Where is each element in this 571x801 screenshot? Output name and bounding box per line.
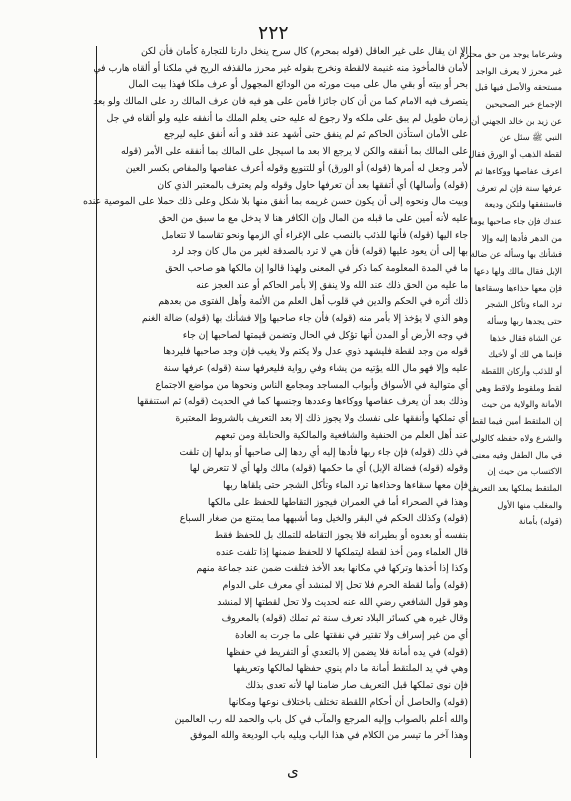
- main-text-line: بها إلى أن يعود عليها (قوله) فأن هي لا ترد بالصدقة لغير من مال كان وجد لرد: [171, 246, 468, 258]
- margin-text-line: فإن معها حذاءها وسقاءها: [474, 282, 562, 293]
- margin-text-line: عندك فإن جاء صاحبها يوما: [470, 215, 562, 226]
- margin-text-line: عرفها سنة فإن لم تعرف: [476, 182, 562, 193]
- main-text-line: ما في المدة المعلومة كما ذكر في المعنى ولهذا قالوا إن مالكها هو صاحب الحق: [165, 262, 468, 274]
- margin-text-line: ترد الماء وتأكل الشجر: [485, 299, 562, 310]
- main-text-line: وهذا آخر ما تيسر من الكلام في هذا الباب ويليه باب الوديعة والله الموفق: [190, 730, 468, 742]
- main-text-line: وهذا في الصحراء أما في العمران فيجوز التقاطها للحفظ على مالكها: [207, 496, 468, 508]
- margin-text-line: من الدهر فأدها إليه وإلا: [481, 232, 562, 243]
- main-text-line: (قوله) والحاصل أن أحكام اللقطة تختلف باختلاف نوعها ومكانها: [228, 696, 468, 708]
- main-text-line: قوله من وجد لقطة فليشهد ذوي عدل ولا يكتم ولا يغيب فإن وجد صاحبها فليردها: [163, 346, 468, 358]
- margin-text-line: أو للذئب وأركان اللقطة: [481, 366, 562, 377]
- margin-text-line: وشرعاما يوجد من حق محترم: [459, 49, 562, 59]
- margin-text-line: فشأنك بها وسأله عن ضالة: [470, 249, 562, 260]
- margin-text-line: عن زيد بن خالد الجهني أن: [471, 115, 562, 126]
- margin-text-line: النبي ﷺ سئل عن: [499, 132, 562, 143]
- main-text-line: والله أعلم بالصواب وإليه المرجع والمآب في كل باب والحمد لله رب العالمين: [174, 713, 468, 725]
- main-text-line: في وجه الأرض أو المدن أنها تؤكل في الحال وتضمن قيمتها لصاحبها إن جاء: [182, 329, 468, 341]
- main-text-line: وذلك بعد أن يعرف عفاصها ووكاءها وعددها وجنسها كما في الحديث (قوله) ثم استنفقها: [136, 396, 468, 408]
- margin-text-line: مستحقه والأصل فيها قبل: [474, 82, 562, 93]
- margin-text-column: [459, 46, 562, 530]
- margin-text-line: لقط وملقوط ولاقط وهي: [475, 382, 562, 393]
- main-text-line: قال العلماء ومن أخذ لقطة ليتملكها لا للحفظ ضمنها إذا تلفت عنده: [216, 546, 468, 558]
- main-text-line: بحر أو بيته أو بقي مال على ميت مورثه من الودائع المجهول أو عرف ملكا فهذا بيت المال: [128, 79, 468, 91]
- margin-text-line: والشرع ولاه حفظه كالولي: [471, 432, 562, 443]
- margin-text-line: اعرف عفاصها ووكاءها ثم: [474, 165, 562, 176]
- catchword-footer: ى: [287, 762, 299, 780]
- main-commentary-text: [82, 44, 468, 745]
- main-text-line: الا ان يقال على غير العاقل (قوله بمحرم) كال سرح ينخل دارنا للتجارة كأمان فأن لكن: [140, 46, 468, 57]
- main-text-line: على الأمان استأذن الحاكم ثم لم ينفق حتى أشهد عند فقد و أنه أنفق عليه ليرجع: [164, 129, 468, 141]
- main-text-line: (قوله) في يده أمانة فلا يضمن إلا بالتعدي أو التفريط في حفظها: [226, 646, 468, 658]
- main-text-line: عليه لأنه أمين على ما قبله من المال وإن الكافر هنا لا يدخل مع ما سبق من الحق: [158, 212, 468, 224]
- margin-text-line: فإنما هي لك أو لأخيك: [488, 349, 562, 360]
- main-text-line: لأمر وجعل له أمرها (قوله) أو الورق) أو للتنويع وقوله أعرف عفاصها والمفاص بكسر العين: [125, 162, 468, 174]
- main-text-line: فإن نوى تملكها قبل التعريف صار ضامنا لها لأنه تعدى بذلك: [245, 680, 468, 692]
- main-text-line: أي تملكها وأنفقها على نفسك ولا يجوز ذلك إلا بعد التعريف بالشروط المعتبرة: [175, 413, 468, 425]
- main-text-line: وقوله (قوله) فضالة الإبل) أي ما حكمها (قوله) مالك ولها أي لا تتعرض لها: [189, 463, 468, 475]
- margin-text-line: عن الشاة فقال خذها: [489, 332, 562, 343]
- margin-text-line: الملتقط يملكها بعد التعريف: [467, 482, 562, 493]
- main-text-line: زمان طويل لم يبق على ملكه ولا رجوع له عليه حتى يعلم الملك ما أنفقه عليه ولو ألقاه في جل: [106, 112, 468, 124]
- main-text-line: (قوله) وأما لقطة الحرم فلا تحل إلا لمنشد أي معرف على الدوام: [222, 580, 468, 591]
- margin-text-line: الإجماع خبر الصحيحين: [485, 99, 562, 110]
- margin-text-line: الأمانة والولاية من حيث: [481, 399, 562, 410]
- margin-text-line: في مال الطفل وفيه معنى: [471, 449, 562, 460]
- main-text-line: أي متوالية في الأسواق وأبواب المساجد ومجامع الناس ونحوها من مواضع الاجتماع: [155, 379, 468, 391]
- main-text-line: (قوله) وكذلك الحكم في البقر والخيل وما أشبهها مما يمتنع من صغار السباع: [179, 513, 468, 525]
- main-text-line: لأمان فالمأخوذ منه غنيمة لالقطة ونخرج بقوله غير محرز مالقذفه الريح في ملكنا أو ألقاه هارب في: [93, 62, 468, 74]
- margin-text-line: حتى يجدها ربها وسأله: [486, 316, 562, 326]
- margin-text-line: إن الملتقط أمين فيما لقط: [471, 416, 562, 427]
- main-text-line: على المالك بما أنفقه والكن لا يرجع الا بعد ما اسيجل على المالك بما أنفقه على الأمر (قوله: [120, 146, 468, 158]
- main-text-line: وكذا إذا أخذها وتركها في مكانها بعد الأخذ فتلفت ضمن عند جماعة منهم: [196, 563, 468, 575]
- main-text-line: وبيت مال ونحوه إلى أن يكون حسن غريمه بما أنفق منها بلا شكل وعلى ذلك حملا على الموصية عنده: [82, 196, 468, 208]
- margin-text-line: الاكتساب من حيث إن: [487, 466, 562, 477]
- margin-text-line: غير محرز لا يعرف الواجد: [475, 65, 562, 76]
- main-text-line: وهو الذي لا يؤخذ إلا بأمر منه (قوله) فأن جاء صاحبها وإلا فشأنك بها (قوله) ضالة الغنم: [141, 313, 468, 324]
- main-text-line: فإن معها سقاءها وحذاءها ترد الماء وتأكل الشجر حتى يلقاها ربها: [223, 479, 468, 491]
- margin-text-line: الإبل فقال مالك ولها دعها: [473, 265, 562, 276]
- main-text-line: عليه وإلا فهو مال الله يؤتيه من يشاء وفي رواية فليعرفها سنة (قوله) عرفها سنة: [163, 363, 468, 375]
- main-text-line: بنفسه أو بعدوه أو بطيرانه فلا يجوز التقاطه للتملك بل للحفظ فقط: [214, 529, 468, 541]
- main-text-line: ما عليه من الحق ذلك عند الله ولا ينفق إلا بأمر الحاكم أو عند العجز عنه: [196, 279, 468, 291]
- main-text-line: ذلك أثره في الحكم والدين في قلوب أهل العلم من الأئمة وأهل الفتوى من بعدهم: [158, 296, 468, 308]
- margin-text-line: لقطة الذهب أو الورق فقال: [468, 149, 562, 160]
- main-text-line: جاء اليها (قوله) فأنها للذئب بالنصب على الإغراء أي الزمها ونحو تقاسما لا تتعامل: [161, 229, 468, 241]
- main-text-line: (قوله) وأسالها) أي أتفقها بعد أن تعرفها حاول وقوله ولم يعترف بالمعتبر الذي كان: [157, 179, 468, 191]
- margin-text-line: (قوله) بأمانة: [518, 516, 562, 527]
- main-text-line: وقال غيره هي كسائر البلاد تعرف سنة ثم تملك (قوله) بالمعروف: [221, 613, 468, 625]
- main-text-line: يتصرف فيه الامام كما من أن كان جائزا فأمن على هو فيه فان عرف المالك رد على المالك ولو بعد: [93, 96, 468, 108]
- main-text-line: عند أهل العلم من الحنفية والشافعية والمالكية والحنابلة ومن تبعهم: [214, 429, 468, 441]
- main-text-line: أي من غير إسراف ولا تقتير في نفقتها على ما جرت به العادة: [235, 630, 468, 642]
- margin-text-line: فاستنفقها ولتكن وديعة: [484, 199, 562, 210]
- page-number: ٢٢٢: [258, 22, 289, 44]
- main-text-line: وهو قول الشافعي رضي الله عنه لحديث ولا تحل لقطتها إلا لمنشد: [217, 596, 468, 608]
- margin-text-line: والمغلب منها الأول: [497, 499, 562, 510]
- main-text-line: في ذلك (قوله) فإن جاء ربها فأدها إليه أي ردها إلى صاحبها أو بدلها إن تلفت: [179, 446, 468, 458]
- main-text-line: وهي في يد الملتقط أمانة ما دام ينوي حفظها لمالكها وتعريفها: [233, 663, 468, 675]
